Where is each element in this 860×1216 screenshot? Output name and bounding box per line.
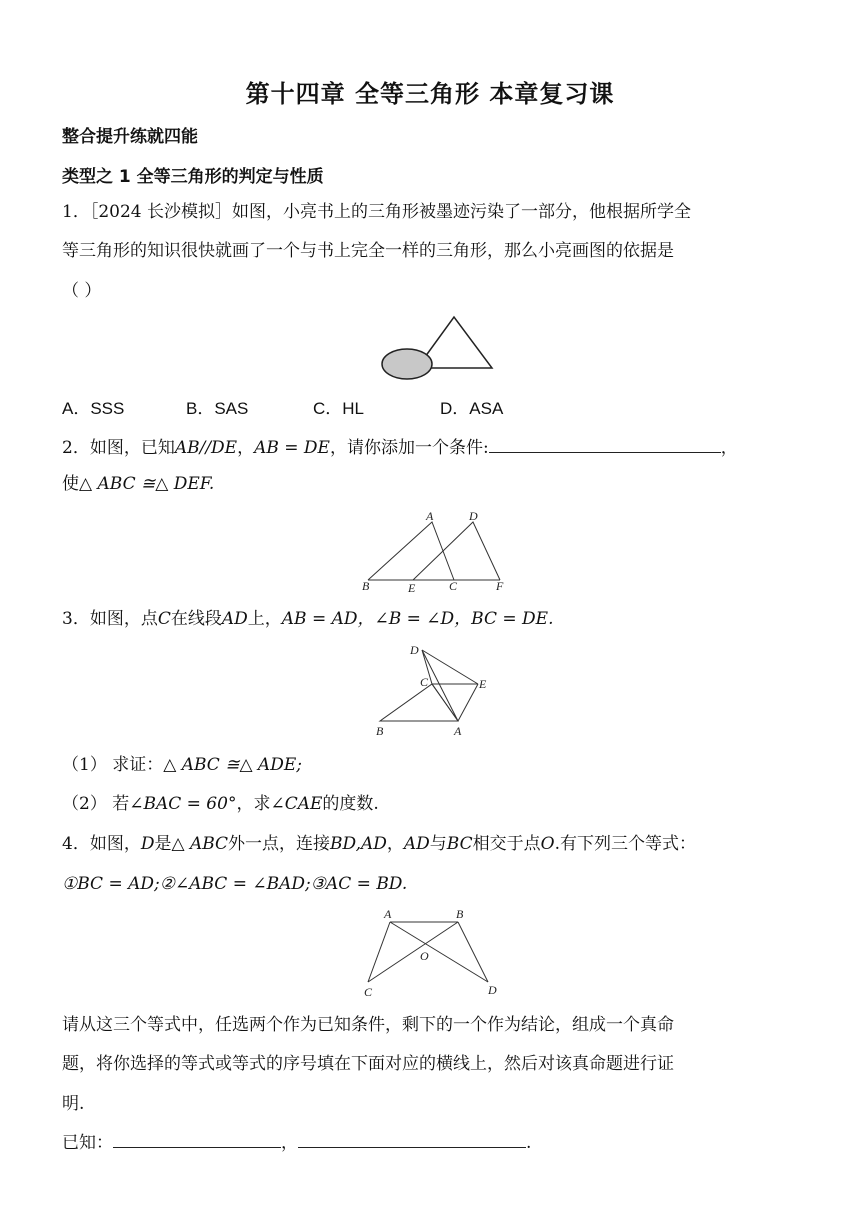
q4-known-blank-2[interactable] — [298, 1130, 526, 1148]
q4-equations: ①BC = AD;②∠ABC = ∠BAD;③AC = BD. — [62, 874, 408, 894]
q1-line3: （ ） — [62, 281, 102, 301]
q3-part2: （2） 若∠BAC = 60°，求∠CAE的度数. — [62, 794, 379, 814]
section-heading: 整合提升练就四能 — [62, 127, 198, 147]
q1-option-d[interactable]: D．ASA — [440, 399, 504, 418]
q3-label-c: C — [420, 675, 429, 689]
q1-line2: 等三角形的知识很快就画了一个与书上完全一样的三角形，那么小亮画图的依据是 — [62, 241, 674, 261]
q1-line1: 1．［2024 长沙模拟］如图，小亮书上的三角形被墨迹污染了一部分，他根据所学全 — [62, 202, 691, 222]
q4-label-b: B — [456, 907, 464, 921]
q4-figure — [360, 904, 510, 1000]
q4-label-d: D — [488, 983, 497, 997]
q4-line1: 4．如图，D是△ ABC外一点，连接BD,AD，AD与BC相交于点O.有下列三个等式： — [62, 834, 696, 854]
q2-figure — [360, 508, 520, 594]
q3-part1: （1） 求证：△ ABC ≅△ ADE; — [62, 755, 302, 775]
q2-answer-blank[interactable] — [489, 435, 721, 453]
q3-label-b: B — [376, 724, 384, 738]
q1-figure — [378, 312, 498, 382]
q2-label-c: C — [449, 579, 458, 593]
q4-text1: 请从这三个等式中，任选两个作为已知条件，剩下的一个作为结论，组成一个真命 — [62, 1015, 674, 1035]
q1-option-b[interactable]: B．SAS — [186, 399, 249, 418]
q1-option-c[interactable]: C．HL — [313, 399, 365, 418]
ink-blot — [382, 349, 432, 379]
q4-known-blank-1[interactable] — [113, 1130, 281, 1148]
q1-option-a[interactable]: A．SSS — [62, 399, 125, 418]
q2-label-a: A — [426, 509, 434, 523]
q4-known-line: 已知： ， . — [62, 1130, 802, 1156]
q2-label-f: F — [496, 579, 504, 593]
q3-figure — [372, 642, 502, 738]
q2-label-d: D — [469, 509, 478, 523]
type-heading: 类型之 1 全等三角形的判定与性质 — [62, 167, 324, 187]
q4-text2: 题，将你选择的等式或等式的序号填在下面对应的横线上，然后对该真命题进行证 — [62, 1054, 674, 1074]
q3-label-d: D — [410, 643, 419, 657]
q4-label-c: C — [364, 985, 373, 999]
q3-label-a: A — [454, 724, 462, 738]
q2-label-e: E — [408, 581, 416, 595]
q2-label-b: B — [362, 579, 370, 593]
page-title: 第十四章 全等三角形 本章复习课 — [245, 80, 615, 108]
q3-line1: 3．如图，点C在线段AD上，AB = AD，∠B = ∠D，BC = DE. — [62, 609, 554, 629]
q4-label-o: O — [420, 949, 429, 963]
q3-label-e: E — [479, 677, 487, 691]
q4-text3: 明. — [62, 1094, 85, 1114]
q2-line2: 使△ ABC ≅△ DEF. — [62, 474, 215, 494]
q2-line1: 2．如图，已知AB//DE，AB = DE，请你添加一个条件: ， — [62, 435, 802, 461]
q4-label-a: A — [384, 907, 392, 921]
